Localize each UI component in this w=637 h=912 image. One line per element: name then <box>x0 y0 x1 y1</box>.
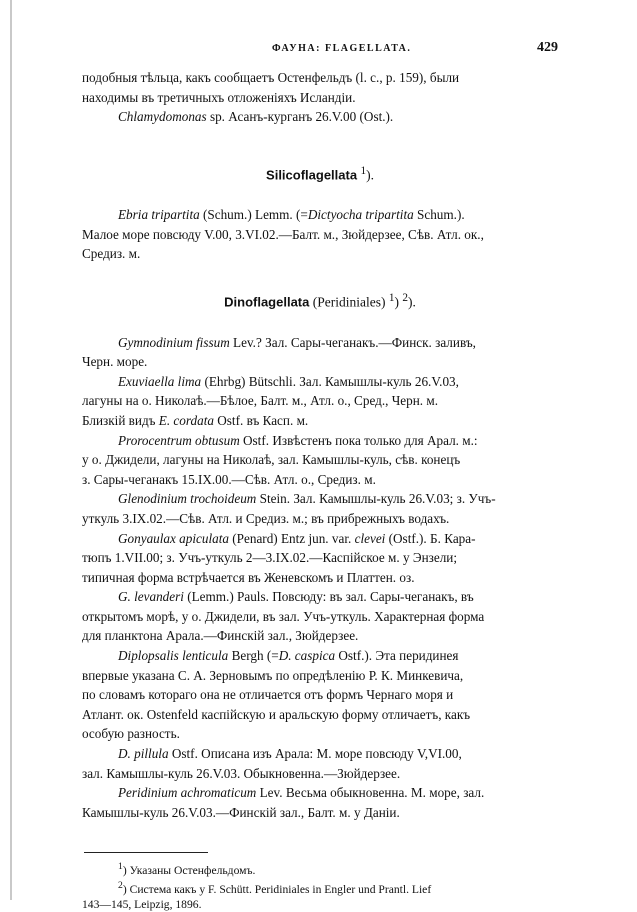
variety-name: clevei <box>354 530 386 546</box>
synonym-name: Dictyocha tripartita <box>307 207 414 223</box>
species-name: Gonyaulax apiculata <box>118 530 229 546</box>
species-name: Prorocentrum obtusum <box>118 432 240 448</box>
species-name: Exuviaella lima <box>118 373 202 389</box>
species-name: E. cordata <box>158 412 214 428</box>
book-page <box>82 40 558 912</box>
intro-line-2: находимы въ третичныхъ отложеніяхъ Исландіи. <box>82 89 356 105</box>
footnote-ref: 1 <box>360 164 367 177</box>
intro-block <box>82 68 558 127</box>
footnote-ref: 1 <box>388 292 395 305</box>
section-title-silicoflagellata: Silicoflagellata $^1$). <box>266 164 374 183</box>
g-levanderi-entry: G. levanderi (Lemm.) Pauls. Повсюду: въ зал. Сары-чеганакъ, въ открытомъ морѣ, у о. Джидели, въ зал. Учъ-уткуль. Характерная форма для планктона Арала.—Финскій зал., Зюйдерзее. <box>82 589 485 644</box>
page-header <box>82 40 558 62</box>
peridinium-entry: Peridinium achromaticum Lev. Весьма обыкновенна. М. море, зал. Камышлы-куль 26.V.03.—Финскій зал., Балт. м. у Даніи. <box>82 785 485 820</box>
d-pillula-entry: D. pillula Ostf. Описана изъ Арала: М. море повсюду V,VI.00, зал. Камышлы-куль 26.V.03. Обыкновенна.—Зюйдерзее. <box>82 746 462 781</box>
footnote-2-cont: 143—145, Leipzig, 1896. <box>82 898 202 912</box>
diplopsalis-entry: Diplopsalis lenticula Bergh (=D. caspica Ostf.). Эта перидинея впервые указана С. А. Зерновымъ по опредѣленію Р. К. Минкевича, по словамъ котораго она не отличается отъ формъ Чернаго моря и Атлант. ок. Ostenfeld каспійскую и аральскую форму отличаетъ, какъ особую разность. <box>82 648 471 742</box>
footnote-1: $^1$) Указаны Остенфельдомъ. <box>118 861 256 878</box>
page-number: 429 <box>537 40 558 55</box>
prorocentrum-entry: Prorocentrum obtusum Ostf. Извѣстенъ пока только для Арал. м.: у о. Джидели, лагуны на Николаѣ, зал. Камышлы-куль, сѣв. конецъ з. Сары-чеганакъ 15.IX.00.—Сѣв. Атл. о., Средиз. м. <box>82 432 478 487</box>
page-edge <box>10 0 12 900</box>
ebria-entry: Ebria tripartita (Schum.) Lemm. (=Dictyocha tripartita Schum.). Малое море повсюду V.00, 3.VI.02.—Балт. м., Зюйдерзее, Сѣв. Атл. ок., Средиз. м. <box>82 207 484 262</box>
running-head: ФАУНА: FLAGELLATA. <box>272 43 412 54</box>
footnote-2: $^2$) Система какъ у F. Schütt. Peridiniales in Engler und Prantl. Lief <box>118 880 432 897</box>
species-name: Diplopsalis lenticula <box>118 648 229 664</box>
chlamydomonas-entry: Chlamydomonas sp. Асанъ-курганъ 26.V.00 (Ost.). <box>118 109 394 125</box>
species-name: Chlamydomonas <box>118 109 207 125</box>
footnote-rule <box>84 852 208 853</box>
intro-line-1: подобныя тѣльца, какъ сообщаетъ Остенфельдъ (l. c., p. 159), были <box>82 70 460 85</box>
exuviaella-entry: Exuviaella lima (Ehrbg) Bütschli. Зал. Камышлы-куль 26.V.03, лагуны на о. Николаѣ.—Бѣлое, Балт. м., Атл. о., Сред., Черн. м. Близкій видъ E. cordata Ostf. въ Касп. м. <box>82 373 459 428</box>
species-name: D. pillula <box>118 746 169 762</box>
gonyaulax-entry: Gonyaulax apiculata (Penard) Entz jun. var. clevei (Ostf.). Б. Кара- тюпъ 1.VII.00; з. Учъ-уткуль 2—3.IX.02.—Каспійское м. у Энзели; типичная форма встрѣчается въ Женевскомъ и Платтен. оз. <box>82 530 476 585</box>
gymnodinium-entry: Gymnodinium fissum Lev.? Зал. Сары-чеганакъ.—Финск. заливъ, Черн. море. <box>82 334 476 370</box>
footnotes <box>82 859 558 912</box>
section-title-dinoflagellata: Dinoflagellata (Peridiniales) $^1$) $^2$). <box>224 292 416 310</box>
synonym-name: D. caspica <box>278 648 336 664</box>
species-name: G. levanderi <box>118 589 184 605</box>
species-name: Gymnodinium fissum <box>118 334 230 350</box>
species-name: Ebria tripartita <box>118 207 200 223</box>
glenodinium-entry: Glenodinium trochoideum Stein. Зал. Камышлы-куль 26.V.03; з. Учъ- уткуль 3.IX.02.—Сѣв. Атл. и Средиз. м.; въ прибрежныхъ водахъ. <box>82 491 496 526</box>
species-name: Glenodinium trochoideum <box>118 491 257 507</box>
footnote-ref: 2 <box>402 292 408 305</box>
species-name: Peridinium achromaticum <box>118 785 257 801</box>
